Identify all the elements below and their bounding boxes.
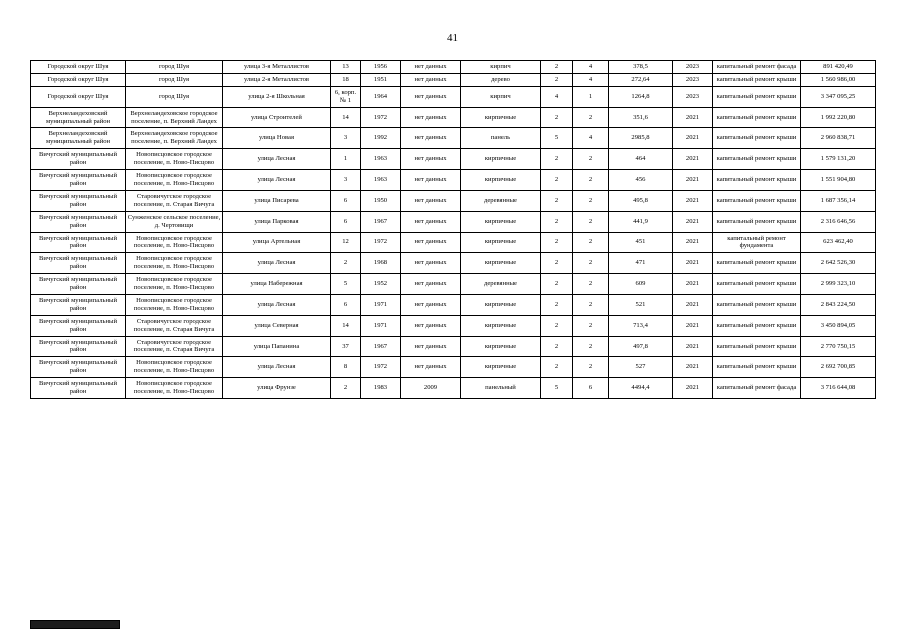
table-cell: 2 xyxy=(573,211,609,232)
table-cell: нет данных xyxy=(401,357,461,378)
table-cell: улица 3-я Металлистов xyxy=(223,61,331,74)
table-cell: нет данных xyxy=(401,232,461,253)
table-cell: 2 xyxy=(573,315,609,336)
table-cell: 1964 xyxy=(361,86,401,107)
table-cell: улица Новая xyxy=(223,128,331,149)
table-cell: капитальный ремонт крыши xyxy=(713,274,801,295)
table-cell: 3 xyxy=(331,128,361,149)
table-cell: 2021 xyxy=(673,294,713,315)
table-cell: 2 xyxy=(541,232,573,253)
table-row xyxy=(31,107,876,128)
table-cell: Вичугский муниципальный район xyxy=(31,211,126,232)
repairs-table xyxy=(30,60,876,399)
table-cell: 1963 xyxy=(361,149,401,170)
table-cell: 2 xyxy=(573,357,609,378)
table-cell: улица Парковая xyxy=(223,211,331,232)
table-cell: 1 579 131,20 xyxy=(801,149,876,170)
table-cell: 521 xyxy=(609,294,673,315)
table-cell: нет данных xyxy=(401,336,461,357)
table-cell: 2 999 323,10 xyxy=(801,274,876,295)
table-cell: 2 xyxy=(331,253,361,274)
table-cell: 378,5 xyxy=(609,61,673,74)
table-cell: 2 xyxy=(573,107,609,128)
table-cell: 471 xyxy=(609,253,673,274)
table-cell: улица Лесная xyxy=(223,294,331,315)
table-cell: 456 xyxy=(609,170,673,191)
table-cell: кирпичные xyxy=(461,211,541,232)
table-cell: дерево xyxy=(461,73,541,86)
table-cell: улица 2-я Школьная xyxy=(223,86,331,107)
table-cell: 2 xyxy=(541,61,573,74)
table-row xyxy=(31,378,876,399)
table-cell: 13 xyxy=(331,61,361,74)
table-cell: улица Строителей xyxy=(223,107,331,128)
table-cell: 2 xyxy=(573,294,609,315)
table-cell: капитальный ремонт крыши xyxy=(713,336,801,357)
table-cell: Вичугский муниципальный район xyxy=(31,170,126,191)
table-cell: 2021 xyxy=(673,211,713,232)
table-cell: деревянные xyxy=(461,190,541,211)
table-cell: 8 xyxy=(331,357,361,378)
table-cell: нет данных xyxy=(401,315,461,336)
table-cell: капитальный ремонт фасада xyxy=(713,378,801,399)
table-cell: 891 420,49 xyxy=(801,61,876,74)
table-cell: Верхнеландеховское городское поселение, п. Верхний Ландех xyxy=(126,107,223,128)
table-cell: 12 xyxy=(331,232,361,253)
table-row xyxy=(31,170,876,191)
table-cell: 2 xyxy=(573,336,609,357)
table-cell: 3 716 644,08 xyxy=(801,378,876,399)
table-cell: 1 551 904,80 xyxy=(801,170,876,191)
table-cell: Новописцовское городское поселение, п. Ново-Писцово xyxy=(126,274,223,295)
table-cell: Верхнеландеховский муниципальный район xyxy=(31,107,126,128)
table-cell: 2 960 838,71 xyxy=(801,128,876,149)
table-cell: 2 xyxy=(541,190,573,211)
table-cell: 1 992 220,80 xyxy=(801,107,876,128)
table-cell: 1972 xyxy=(361,107,401,128)
table-cell: 1983 xyxy=(361,378,401,399)
table-cell: Новописцовское городское поселение, п. Ново-Писцово xyxy=(126,294,223,315)
table-cell: Старовичугское городское поселение, п. Старая Вичуга xyxy=(126,315,223,336)
table-cell: 6 xyxy=(331,211,361,232)
table-cell: 2021 xyxy=(673,378,713,399)
table-cell: Старовичугское городское поселение, п. Старая Вичуга xyxy=(126,336,223,357)
table-cell: улица Северная xyxy=(223,315,331,336)
table-cell: 2 xyxy=(541,357,573,378)
table-cell: капитальный ремонт крыши xyxy=(713,211,801,232)
table-cell: капитальный ремонт крыши xyxy=(713,315,801,336)
table-cell: нет данных xyxy=(401,190,461,211)
table-cell: 2021 xyxy=(673,253,713,274)
table-cell: 2 xyxy=(541,107,573,128)
table-cell: 2009 xyxy=(401,378,461,399)
table-cell: 2021 xyxy=(673,190,713,211)
table-cell: 351,6 xyxy=(609,107,673,128)
table-cell: Сунженское сельское поселение, д. Чертовищи xyxy=(126,211,223,232)
table-cell: 2021 xyxy=(673,170,713,191)
table-cell: нет данных xyxy=(401,149,461,170)
table-cell: 2021 xyxy=(673,357,713,378)
table-cell: 14 xyxy=(331,315,361,336)
table-cell: 623 462,40 xyxy=(801,232,876,253)
table-cell: кирпич xyxy=(461,86,541,107)
table-cell: 18 xyxy=(331,73,361,86)
table-cell: 2021 xyxy=(673,107,713,128)
table-cell: 495,8 xyxy=(609,190,673,211)
table-cell: улица Набережная xyxy=(223,274,331,295)
next-row-partial xyxy=(30,620,120,629)
table-cell: капитальный ремонт крыши xyxy=(713,294,801,315)
table-cell: 2 xyxy=(541,170,573,191)
table-cell: нет данных xyxy=(401,170,461,191)
table-cell: капитальный ремонт крыши xyxy=(713,357,801,378)
table-cell: капитальный ремонт крыши xyxy=(713,86,801,107)
table-cell: кирпичные xyxy=(461,336,541,357)
table-cell: 527 xyxy=(609,357,673,378)
table-cell: 2 xyxy=(573,274,609,295)
table-row xyxy=(31,336,876,357)
table-cell: 1951 xyxy=(361,73,401,86)
table-cell: улица Лесная xyxy=(223,357,331,378)
table-cell: 2 xyxy=(541,294,573,315)
table-cell: 2021 xyxy=(673,128,713,149)
table-cell: 2 642 526,30 xyxy=(801,253,876,274)
table-cell: капитальный ремонт крыши xyxy=(713,170,801,191)
table-cell: 2 770 750,15 xyxy=(801,336,876,357)
table-cell: 1972 xyxy=(361,232,401,253)
table-cell: кирпичные xyxy=(461,232,541,253)
table-cell: кирпичные xyxy=(461,253,541,274)
table-cell: 37 xyxy=(331,336,361,357)
table-cell: 497,8 xyxy=(609,336,673,357)
table-cell: 1992 xyxy=(361,128,401,149)
table-cell: 2021 xyxy=(673,315,713,336)
table-cell: кирпичные xyxy=(461,149,541,170)
table-row xyxy=(31,211,876,232)
table-cell: 2 xyxy=(541,274,573,295)
table-row xyxy=(31,357,876,378)
table-cell: Новописцовское городское поселение, п. Ново-Писцово xyxy=(126,149,223,170)
table-cell: капитальный ремонт крыши xyxy=(713,128,801,149)
table-cell: город Шуя xyxy=(126,86,223,107)
table-cell: панельный xyxy=(461,378,541,399)
table-cell: 451 xyxy=(609,232,673,253)
table-cell: улица Лесная xyxy=(223,149,331,170)
table-cell: 2 692 700,85 xyxy=(801,357,876,378)
table-cell: 6 xyxy=(331,190,361,211)
table-cell: 1972 xyxy=(361,357,401,378)
table-cell: кирпичные xyxy=(461,170,541,191)
table-cell: Городской округ Шуя xyxy=(31,73,126,86)
table-cell: 4 xyxy=(573,73,609,86)
table-cell: 1971 xyxy=(361,294,401,315)
table-cell: кирпичные xyxy=(461,107,541,128)
table-cell: 2 xyxy=(541,211,573,232)
table-cell: Новописцовское городское поселение, п. Ново-Писцово xyxy=(126,170,223,191)
table-cell: нет данных xyxy=(401,274,461,295)
table-row xyxy=(31,86,876,107)
table-row xyxy=(31,128,876,149)
table-cell: 2 xyxy=(541,336,573,357)
table-cell: 1963 xyxy=(361,170,401,191)
table-cell: улица Артельная xyxy=(223,232,331,253)
table-cell: улица Писарева xyxy=(223,190,331,211)
table-cell: 2 316 646,56 xyxy=(801,211,876,232)
table-cell: 1 560 986,00 xyxy=(801,73,876,86)
table-cell: 4 xyxy=(541,86,573,107)
table-cell: Новописцовское городское поселение, п. Ново-Писцово xyxy=(126,378,223,399)
table-cell: Старовичугское городское поселение, п. Старая Вичуга xyxy=(126,190,223,211)
table-cell: 2 xyxy=(541,73,573,86)
table-cell: 464 xyxy=(609,149,673,170)
table-cell: нет данных xyxy=(401,128,461,149)
page-number: 41 xyxy=(447,32,458,44)
table-cell: 6 xyxy=(573,378,609,399)
table-cell: Вичугский муниципальный район xyxy=(31,378,126,399)
table-cell: панель xyxy=(461,128,541,149)
table-cell: нет данных xyxy=(401,253,461,274)
table-cell: город Шуя xyxy=(126,73,223,86)
table-cell: 14 xyxy=(331,107,361,128)
table-cell: 2023 xyxy=(673,73,713,86)
table-cell: кирпичные xyxy=(461,315,541,336)
table-cell: Вичугский муниципальный район xyxy=(31,190,126,211)
table-cell: 441,9 xyxy=(609,211,673,232)
table-cell: Новописцовское городское поселение, п. Ново-Писцово xyxy=(126,232,223,253)
table-cell: 4494,4 xyxy=(609,378,673,399)
table-cell: 2 xyxy=(573,253,609,274)
table-cell: Новописцовское городское поселение, п. Ново-Писцово xyxy=(126,253,223,274)
table-cell: 2 xyxy=(541,253,573,274)
table-cell: капитальный ремонт крыши xyxy=(713,149,801,170)
table-cell: капитальный ремонт крыши xyxy=(713,253,801,274)
table-row xyxy=(31,315,876,336)
table-cell: капитальный ремонт фасада xyxy=(713,61,801,74)
table-cell: 2021 xyxy=(673,232,713,253)
table-cell: 1 xyxy=(573,86,609,107)
table-cell: капитальный ремонт крыши xyxy=(713,73,801,86)
table-cell: 713,4 xyxy=(609,315,673,336)
table-cell: 2985,8 xyxy=(609,128,673,149)
table-cell: 3 450 894,05 xyxy=(801,315,876,336)
table-row xyxy=(31,294,876,315)
table-body xyxy=(31,61,876,399)
table-cell: 2 xyxy=(573,149,609,170)
table-cell: капитальный ремонт крыши xyxy=(713,107,801,128)
table-cell: 2023 xyxy=(673,61,713,74)
table-cell: 2 xyxy=(573,170,609,191)
table-cell: 2021 xyxy=(673,274,713,295)
table-cell: 5 xyxy=(541,128,573,149)
table-cell: 1971 xyxy=(361,315,401,336)
table-row xyxy=(31,190,876,211)
table-cell: 2 843 224,50 xyxy=(801,294,876,315)
table-cell: 1968 xyxy=(361,253,401,274)
table-cell: улица Фрунзе xyxy=(223,378,331,399)
table-cell: Городской округ Шуя xyxy=(31,86,126,107)
table-cell: 2023 xyxy=(673,86,713,107)
table-cell: нет данных xyxy=(401,294,461,315)
table-cell: нет данных xyxy=(401,211,461,232)
table-cell: 1264,8 xyxy=(609,86,673,107)
table-cell: 1967 xyxy=(361,336,401,357)
table-cell: улица Папанина xyxy=(223,336,331,357)
table-cell: нет данных xyxy=(401,107,461,128)
table-row xyxy=(31,274,876,295)
table-cell: 609 xyxy=(609,274,673,295)
table-cell: 2 xyxy=(541,315,573,336)
table-cell: кирпич xyxy=(461,61,541,74)
table-cell: 2 xyxy=(331,378,361,399)
table-row xyxy=(31,61,876,74)
table-cell: капитальный ремонт крыши xyxy=(713,190,801,211)
table-cell: Вичугский муниципальный район xyxy=(31,232,126,253)
table-cell: 5 xyxy=(331,274,361,295)
table-cell: Городской округ Шуя xyxy=(31,61,126,74)
table-cell: 1956 xyxy=(361,61,401,74)
table-row xyxy=(31,73,876,86)
table-cell: город Шуя xyxy=(126,61,223,74)
table-cell: улица Лесная xyxy=(223,170,331,191)
table-cell: Вичугский муниципальный район xyxy=(31,294,126,315)
table-cell: улица 2-я Металлистов xyxy=(223,73,331,86)
table-cell: кирпичные xyxy=(461,357,541,378)
table-cell: нет данных xyxy=(401,61,461,74)
table-cell: деревянные xyxy=(461,274,541,295)
table-cell: улица Лесная xyxy=(223,253,331,274)
table-row xyxy=(31,232,876,253)
table-cell: 272,64 xyxy=(609,73,673,86)
table-cell: 3 xyxy=(331,170,361,191)
table-cell: 6 xyxy=(331,294,361,315)
table-cell: Вичугский муниципальный район xyxy=(31,149,126,170)
table-cell: 1950 xyxy=(361,190,401,211)
table-cell: 4 xyxy=(573,61,609,74)
table-cell: 1967 xyxy=(361,211,401,232)
table-cell: Верхнеландеховский муниципальный район xyxy=(31,128,126,149)
table-cell: 4 xyxy=(573,128,609,149)
table-row xyxy=(31,149,876,170)
table-cell: нет данных xyxy=(401,86,461,107)
table-cell: Вичугский муниципальный район xyxy=(31,253,126,274)
table-cell: 1 687 356,14 xyxy=(801,190,876,211)
table-cell: нет данных xyxy=(401,73,461,86)
table-cell: кирпичные xyxy=(461,294,541,315)
table-cell: 2021 xyxy=(673,336,713,357)
table-cell: 3 347 095,25 xyxy=(801,86,876,107)
table-cell: 5 xyxy=(541,378,573,399)
table-cell: 1952 xyxy=(361,274,401,295)
table-cell: Вичугский муниципальный район xyxy=(31,274,126,295)
table-cell: Вичугский муниципальный район xyxy=(31,315,126,336)
table-cell: Вичугский муниципальный район xyxy=(31,336,126,357)
table-cell: Новописцовское городское поселение, п. Ново-Писцово xyxy=(126,357,223,378)
table-cell: 2021 xyxy=(673,149,713,170)
table-cell: Верхнеландеховское городское поселение, п. Верхний Ландех xyxy=(126,128,223,149)
table-cell: Вичугский муниципальный район xyxy=(31,357,126,378)
table-cell: 2 xyxy=(541,149,573,170)
table-cell: 2 xyxy=(573,190,609,211)
table-cell: 1 xyxy=(331,149,361,170)
table-cell: капитальный ремонт фундамента xyxy=(713,232,801,253)
table-row xyxy=(31,253,876,274)
table-cell: 2 xyxy=(573,232,609,253)
table-cell: 6, корп. № 1 xyxy=(331,86,361,107)
